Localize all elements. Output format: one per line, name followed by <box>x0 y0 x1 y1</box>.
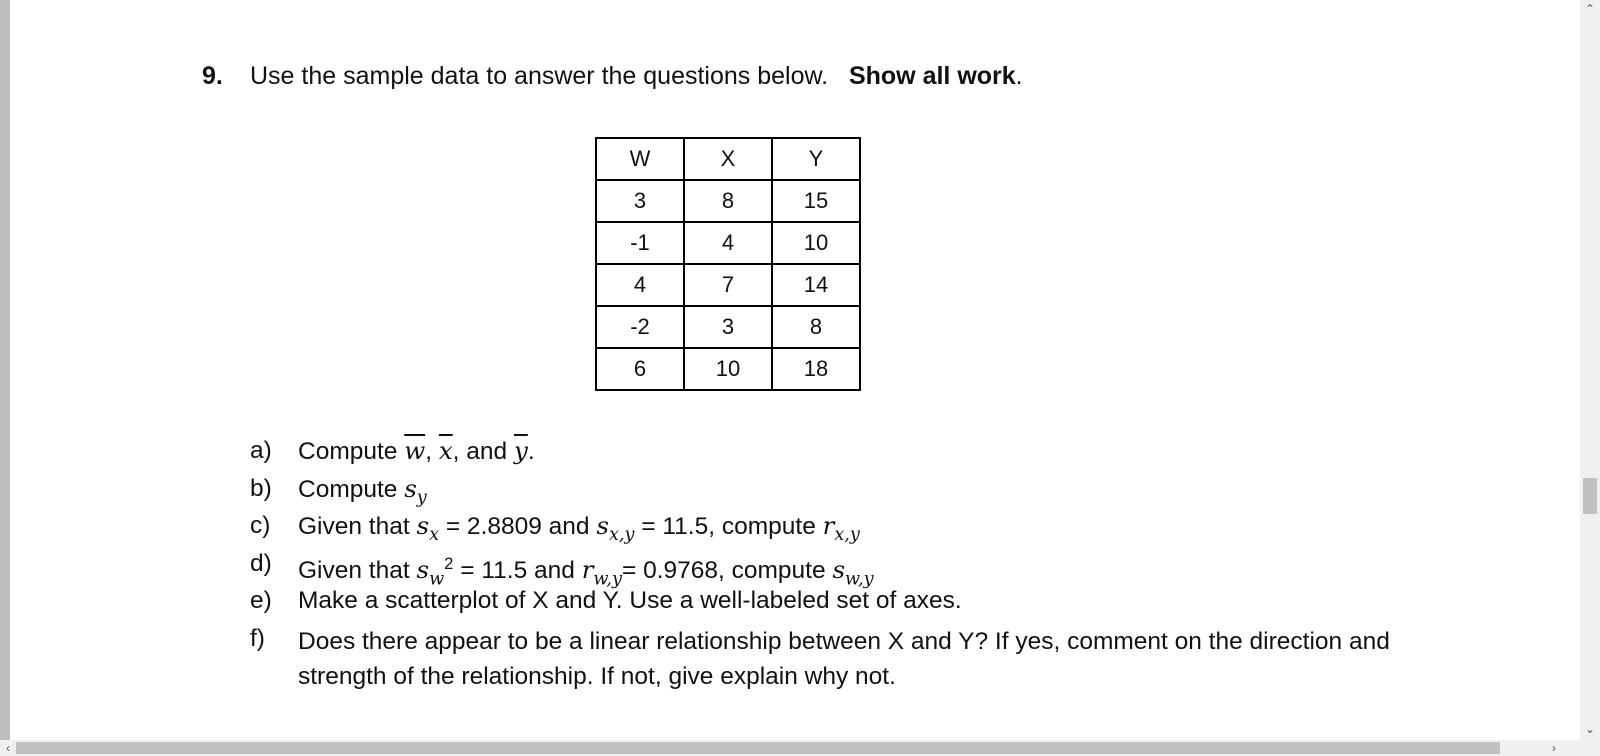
scroll-right-icon[interactable]: › <box>1552 741 1556 755</box>
table-cell: -2 <box>596 306 684 348</box>
horizontal-scroll-thumb[interactable] <box>16 742 1500 754</box>
table-cell: 3 <box>596 180 684 222</box>
scroll-up-icon[interactable]: ⌃ <box>1584 2 1596 16</box>
table-row <box>596 306 860 348</box>
horizontal-scrollbar[interactable] <box>0 740 1600 756</box>
scroll-down-icon[interactable]: ⌄ <box>1584 722 1596 736</box>
scroll-left-icon[interactable]: ‹ <box>6 741 10 755</box>
table-cell: 7 <box>684 264 772 306</box>
w-bar-symbol: $\overline{w}$ <box>404 436 426 465</box>
item-letter: b) <box>250 474 272 502</box>
item-letter: a) <box>250 437 272 464</box>
table-cell: 18 <box>772 348 860 390</box>
item-text: Compute $\overline{w}$, $\overline{x}$, and $\overline{y}$. <box>298 436 535 465</box>
item-text: Does there appear to be a linear relationship between X and Y? If yes, comment on the direction and strength of the relationship. If not, give explain why not. <box>298 627 1390 690</box>
vertical-scrollbar[interactable] <box>1580 0 1600 740</box>
table-row <box>596 264 860 306</box>
table-cell: -1 <box>596 222 684 264</box>
item-text: Make a scatterplot of X and Y. Use a well-labeled set of axes. <box>298 587 962 614</box>
item-letter: c) <box>250 512 271 539</box>
table-cell: 15 <box>772 180 860 222</box>
y-bar-symbol: $\overline{y}$ <box>513 436 528 465</box>
window-left-border <box>0 0 10 740</box>
table-row <box>596 180 860 222</box>
table-cell: 6 <box>596 348 684 390</box>
item-text: Given that $s_w^2 = 11.5$ and $r_{w,y}= 0.9768$, compute $s_{w,y}$ <box>298 553 874 589</box>
table-header-cell: X <box>684 138 772 180</box>
item-letter: d) <box>250 549 272 577</box>
show-all-work: Show all work <box>848 62 1016 90</box>
table-cell: 8 <box>772 306 860 348</box>
item-letter: e) <box>250 587 272 614</box>
table-header-cell: W <box>596 138 684 180</box>
question-number: 9. <box>202 62 223 90</box>
sample-data-table <box>595 137 861 391</box>
table-cell: 14 <box>772 264 860 306</box>
item-text: Compute $s_y$ <box>298 473 427 508</box>
x-bar-symbol: $\overline{x}$ <box>438 436 453 465</box>
question-text: Use the sample data to answer the questions below. Show all work. <box>250 62 1023 90</box>
table-row <box>596 222 860 264</box>
table-row <box>596 348 860 390</box>
table-header-cell: Y <box>772 138 860 180</box>
table-header-row <box>596 138 860 180</box>
vertical-scroll-thumb[interactable] <box>1583 478 1597 514</box>
document-page <box>10 0 1592 740</box>
table-cell: 10 <box>772 222 860 264</box>
item-letter: f) <box>250 624 265 652</box>
table-cell: 4 <box>684 222 772 264</box>
table-cell: 10 <box>684 348 772 390</box>
table-cell: 8 <box>684 180 772 222</box>
table-cell: 3 <box>684 306 772 348</box>
item-text: Given that $s_x = 2.8809$ and $s_{x,y} = 11.5$, compute $r_{x,y}$ <box>298 511 860 546</box>
table-cell: 4 <box>596 264 684 306</box>
